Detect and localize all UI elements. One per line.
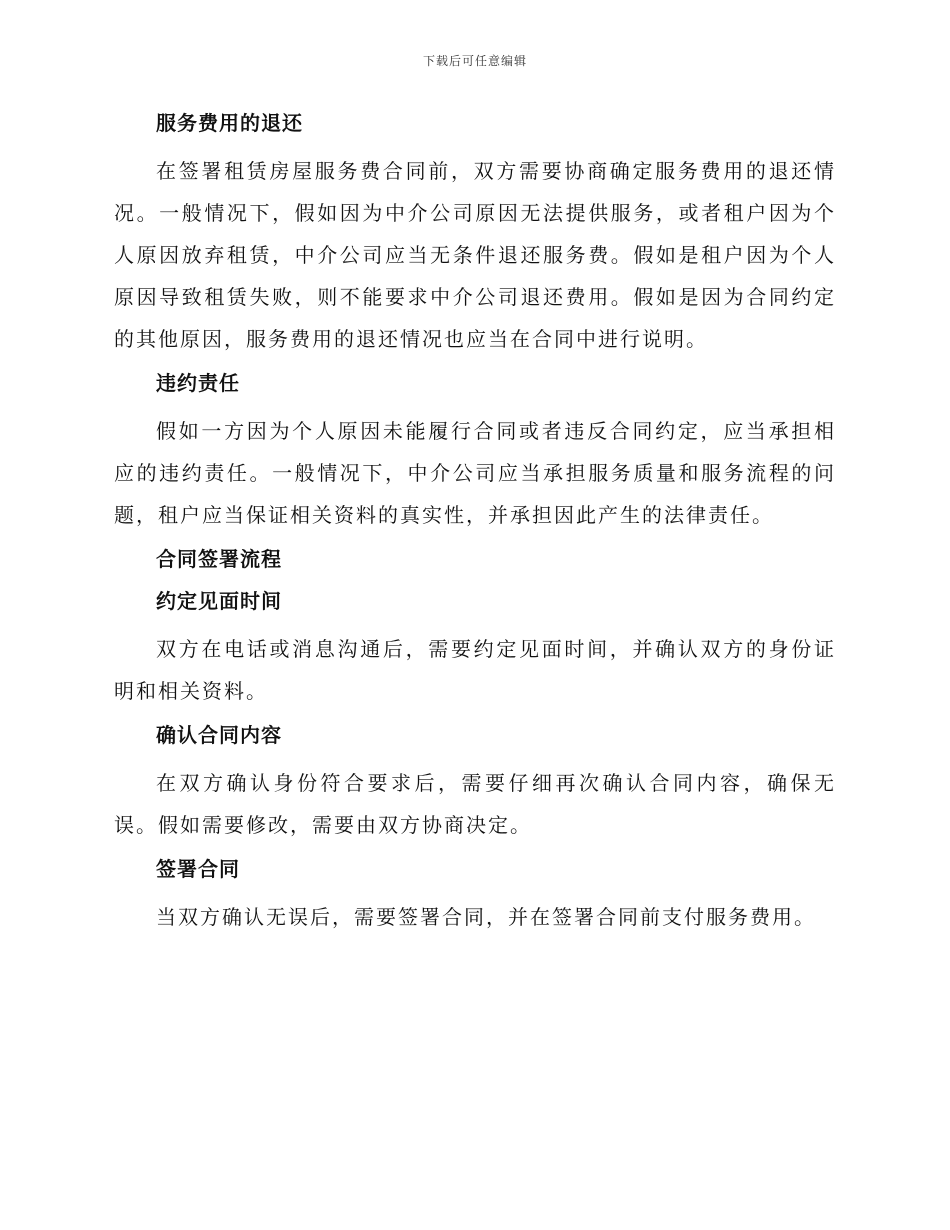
section-heading-liability: 违约责任 — [156, 371, 240, 395]
section-heading-sign-contract: 签署合同 — [156, 857, 240, 881]
section-heading-meeting-time: 约定见面时间 — [156, 589, 282, 613]
paragraph-confirm-content: 在双方确认身份符合要求后，需要仔细再次确认合同内容，确保无误。假如需要修改，需要由双方协商决定。 — [114, 771, 836, 837]
section-heading-confirm-content: 确认合同内容 — [156, 723, 282, 747]
paragraph-sign-contract: 当双方确认无误后，需要签署合同，并在签署合同前支付服务费用。 — [156, 905, 816, 929]
page-header: 下载后可任意编辑 — [422, 54, 527, 68]
document-body — [114, 108, 836, 946]
section-heading-signing-process: 合同签署流程 — [156, 547, 282, 571]
paragraph-liability: 假如一方因为个人原因未能履行合同或者违反合同约定，应当承担相应的违约责任。一般情况下，中介公司应当承担服务质量和服务流程的问题，租户应当保证相关资料的真实性，并承担因此产生的法律责任。 — [114, 419, 836, 527]
paragraph-meeting-time: 双方在电话或消息沟通后，需要约定见面时间，并确认双方的身份证明和相关资料。 — [114, 637, 836, 703]
paragraph-refund: 在签署租赁房屋服务费合同前，双方需要协商确定服务费用的退还情况。一般情况下，假如因为中介公司原因无法提供服务，或者租户因为个人原因放弃租赁，中介公司应当无条件退还服务费。假如是租户因为个人原因导致租赁失败，则不能要求中介公司退还费用。假如是因为合同约定的其他原因，服务费用的退还情况也应当在合同中进行说明。 — [114, 159, 836, 351]
section-heading-refund: 服务费用的退还 — [156, 111, 303, 135]
